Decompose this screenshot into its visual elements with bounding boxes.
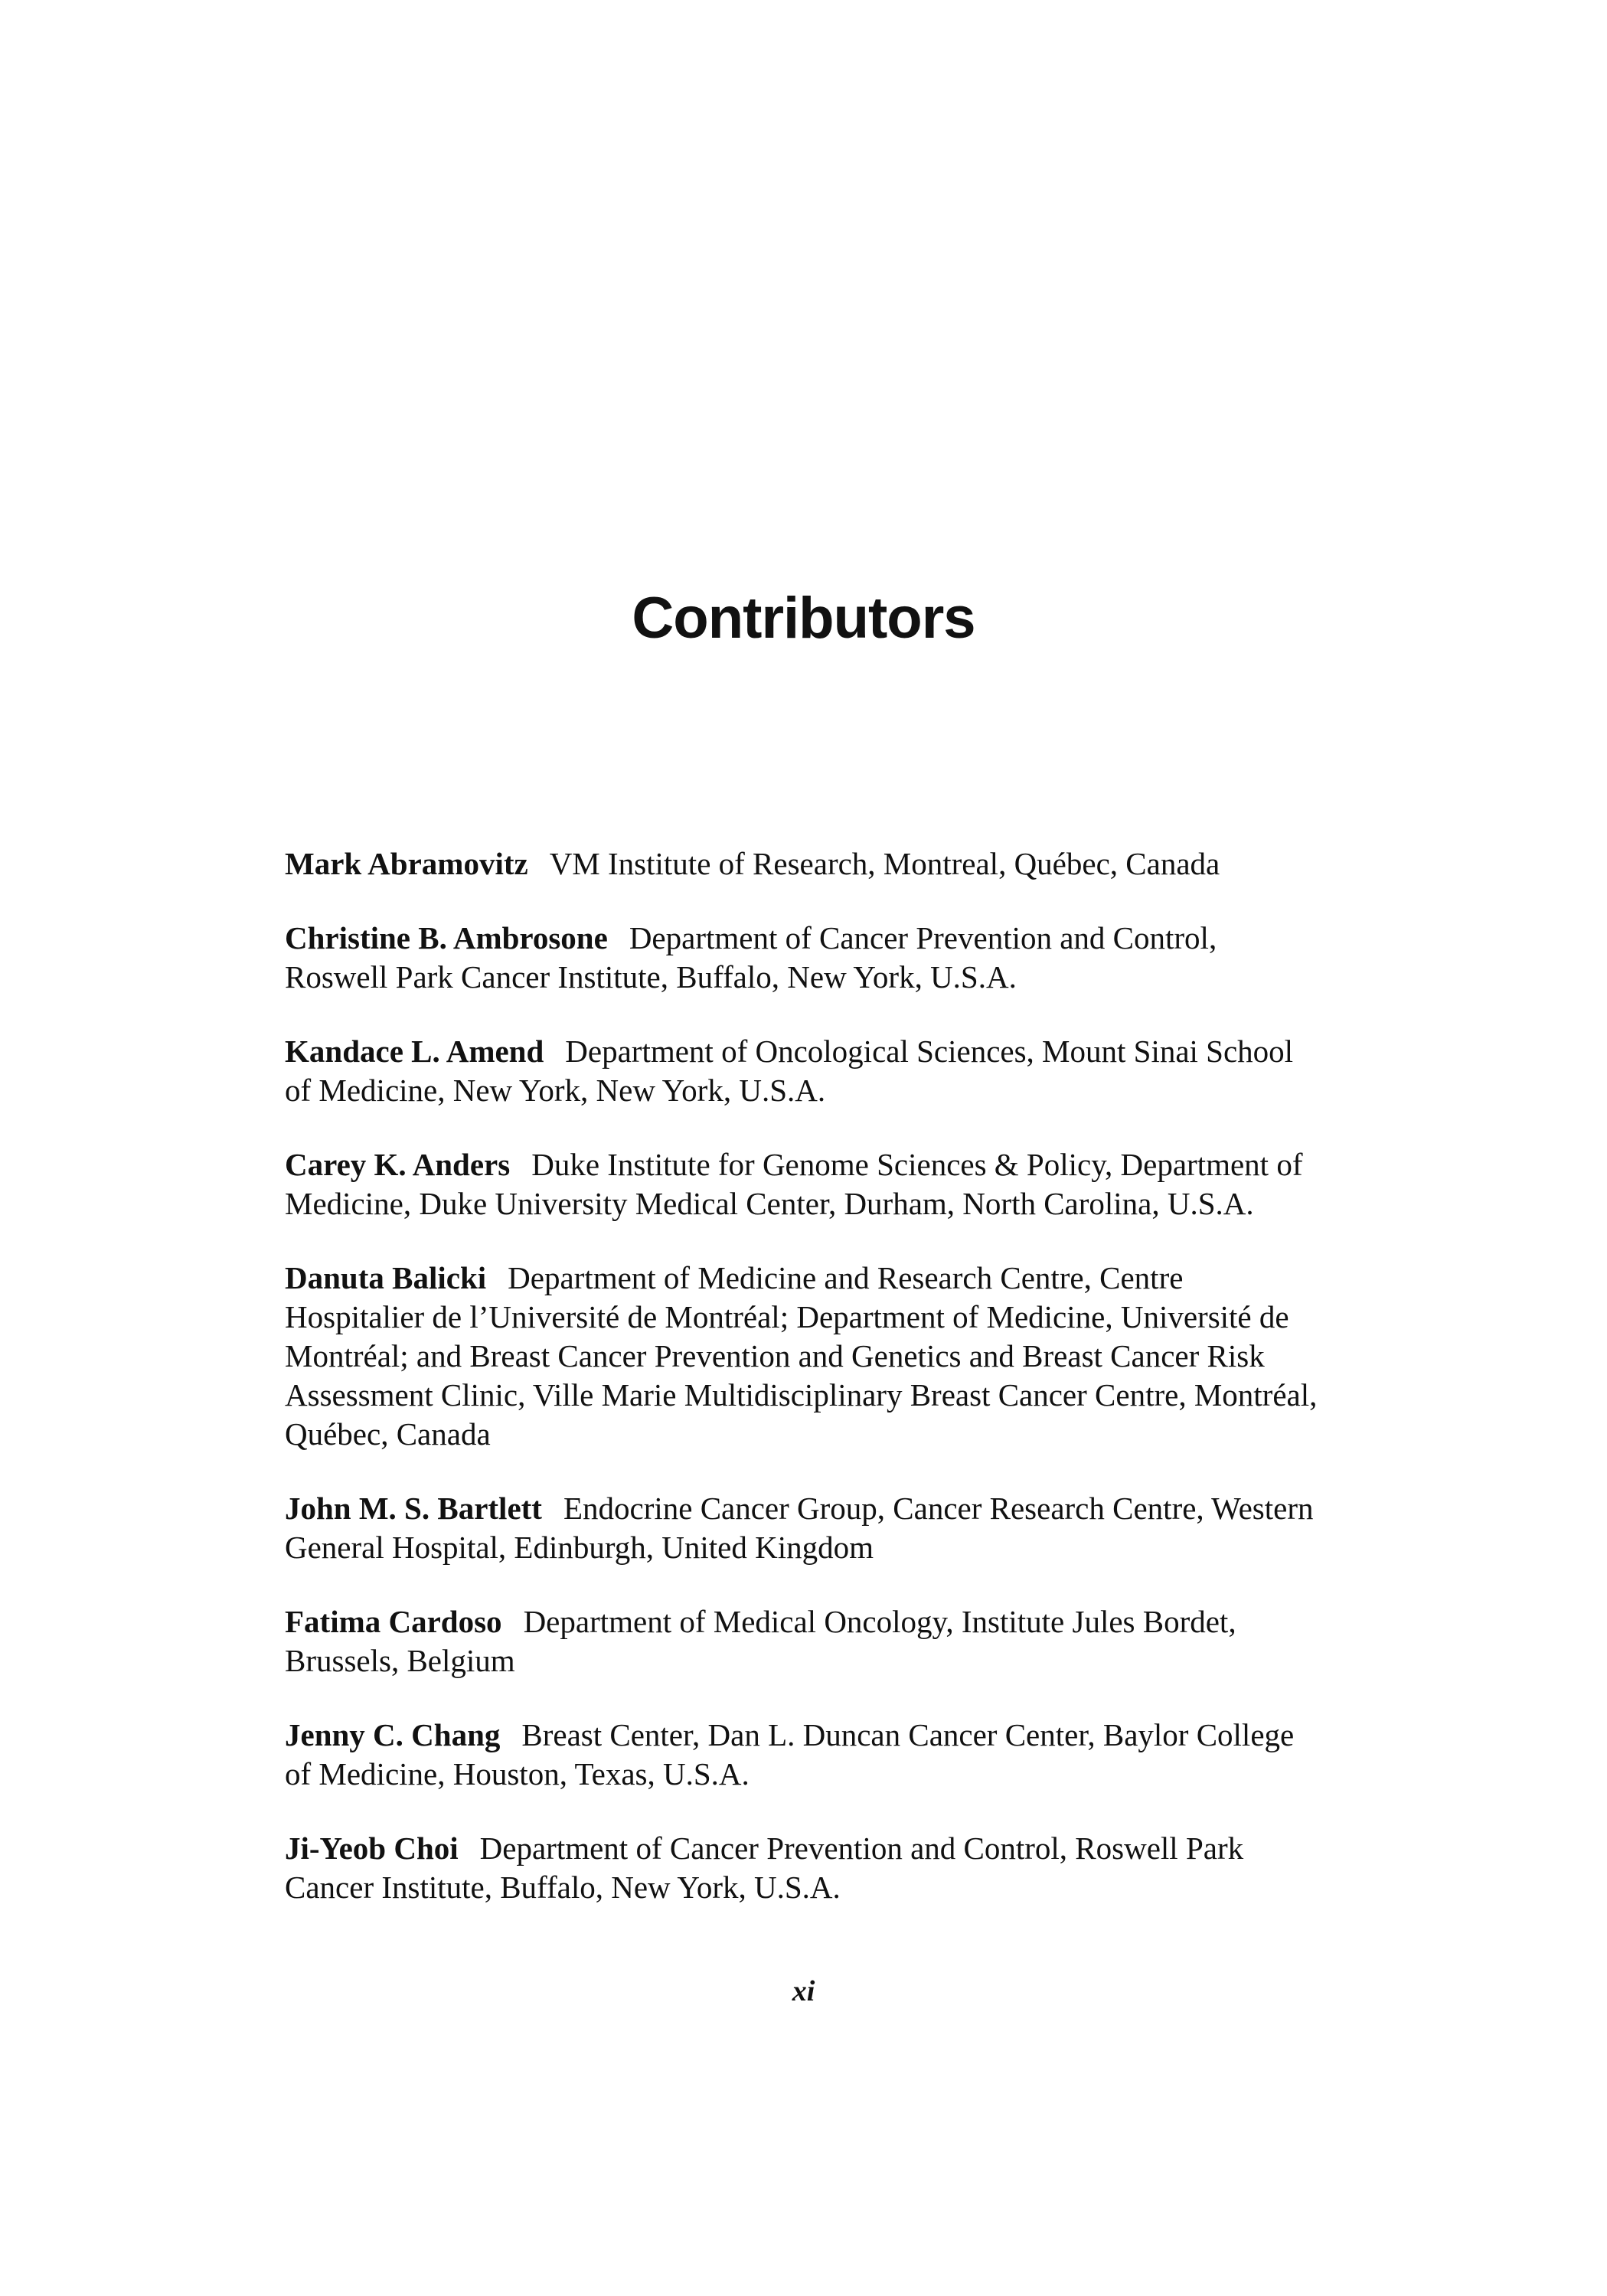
contributor-affiliation: Breast Center, Dan L. Duncan Cancer Center, Baylor College of Medicine, Houston, Texas, U.S.A. <box>285 1717 1295 1791</box>
contributor-affiliation: Department of Oncological Sciences, Mount Sinai School of Medicine, New York, New York, U.S.A. <box>285 1034 1294 1108</box>
contributor-entry <box>285 844 1326 883</box>
contributor-affiliation: Department of Medical Oncology, Institute Jules Bordet, Brussels, Belgium <box>285 1604 1236 1678</box>
contributor-name: Ji-Yeob Choi <box>285 1831 459 1866</box>
contributor-entry <box>285 1145 1326 1223</box>
contributor-entry <box>285 919 1326 997</box>
contributor-entry <box>285 1032 1326 1110</box>
page-title: Contributors <box>632 586 975 651</box>
contributors-list <box>285 844 1326 1942</box>
contributor-name: Christine B. Ambrosone <box>285 920 608 955</box>
contributor-name: Fatima Cardoso <box>285 1604 502 1639</box>
contributor-name: John M. S. Bartlett <box>285 1491 542 1526</box>
contributor-name: Kandace L. Amend <box>285 1034 544 1069</box>
contributor-entry <box>285 1259 1326 1454</box>
contributor-entry <box>285 1716 1326 1794</box>
contributor-affiliation: Duke Institute for Genome Sciences & Policy, Department of Medicine, Duke University Medical Center, Durham, North Carolina, U.S.A. <box>285 1147 1303 1221</box>
page-number: xi <box>792 1975 815 2007</box>
contributor-entry <box>285 1489 1326 1567</box>
contributor-affiliation: VM Institute of Research, Montreal, Québec, Canada <box>549 846 1220 881</box>
contributor-name: Danuta Balicki <box>285 1260 487 1295</box>
contributor-affiliation: Department of Medicine and Research Centre, Centre Hospitalier de l’Université de Montréal; Department of Medicine, Université de Montréal; and Breast Cancer Prevention and Genetics and Breast Cancer Risk Assessment Clinic, Ville Marie Multidisciplinary Breast Cancer Centre, Montréal, Québec, Canada <box>285 1260 1318 1452</box>
contributor-name: Jenny C. Chang <box>285 1717 501 1752</box>
contributor-affiliation: Endocrine Cancer Group, Cancer Research Centre, Western General Hospital, Edinburgh, United Kingdom <box>285 1491 1314 1565</box>
contributor-name: Carey K. Anders <box>285 1147 511 1182</box>
contributor-entry <box>285 1829 1326 1907</box>
contributor-entry <box>285 1602 1326 1680</box>
contributor-affiliation: Department of Cancer Prevention and Control, Roswell Park Cancer Institute, Buffalo, New York, U.S.A. <box>285 1831 1244 1905</box>
contributor-name: Mark Abramovitz <box>285 846 528 881</box>
contributor-affiliation: Department of Cancer Prevention and Control, Roswell Park Cancer Institute, Buffalo, New York, U.S.A. <box>285 920 1217 994</box>
